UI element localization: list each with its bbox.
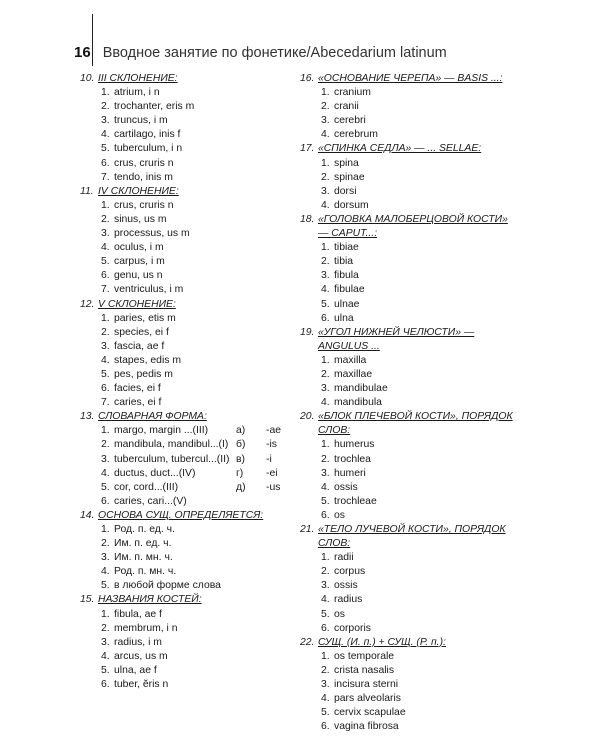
option-number: 4. [321,693,330,705]
answer-option [300,100,520,114]
answer-option [80,622,298,636]
answer-option [300,298,520,312]
option-text: cerebrum [334,129,378,141]
page-number: 16 [74,44,91,61]
question-number: 10. [80,73,95,84]
answer-option [80,283,298,297]
option-text: Им. п. ед. ч. [114,538,172,550]
question-text: ОСНОВА СУЩ. ОПРЕДЕЛЯЕТСЯ: [98,509,264,521]
option-number: 6. [101,679,110,691]
answer-option [80,467,298,481]
option-text: radii [334,552,354,564]
question-block [300,636,520,735]
match-ending: -ae [266,425,282,437]
answer-option [300,199,520,213]
answer-option [80,664,298,678]
option-text: trochlea [334,453,371,465]
answer-option [80,199,298,213]
option-number: 6. [101,270,110,282]
option-number: 5. [101,481,110,493]
answer-option [80,565,298,579]
question-number: 19. [300,326,315,338]
answer-option [80,326,298,340]
question-number: 18. [300,213,315,225]
answer-option [80,171,298,185]
option-number: 4. [321,129,330,141]
option-number: 4. [321,284,330,296]
option-number: 5. [101,256,110,268]
option-text: cartilago, inis f [114,129,181,141]
option-text: sinus, us m [114,213,167,225]
option-text: cervix scapulae [334,707,406,719]
option-number: 1. [321,87,330,99]
option-text: facies, ei f [114,383,161,395]
option-text: crista nasalis [334,664,395,676]
option-number: 3. [101,636,110,648]
option-text: tibia [334,256,354,268]
option-number: 2. [321,101,330,113]
option-text: membrum, i n [114,622,178,634]
answer-option [300,467,520,481]
page-title: Вводное занятие по фонетике/Abecedarium latinum [102,45,447,61]
answer-option [300,438,520,452]
option-number: 5. [321,298,330,310]
answer-option [300,481,520,495]
option-number: 6. [321,721,330,733]
option-text: cranium [334,87,371,99]
answer-option [80,213,298,227]
question-title [300,72,520,86]
option-text: trochanter, eris m [114,101,195,113]
answer-option [300,382,520,396]
option-number: 1. [321,242,330,254]
option-number: 3. [101,552,110,564]
answer-option [80,438,298,452]
answer-option [300,608,520,622]
option-text: tuberculum, i n [114,143,183,155]
question-block [80,185,298,298]
answer-option [80,537,298,551]
option-number: 4. [101,242,110,254]
question-text: «СПИНКА СЕДЛА» — ... SELLAE: [318,143,482,155]
option-text: os [334,509,345,521]
option-text: crus, cruris n [114,199,174,211]
question-title [80,593,298,607]
question-text: «ГОЛОВКА МАЛОБЕРЦОВОЙ КОСТИ» — CAPUT...: [318,213,508,240]
option-text: cerebri [334,115,366,127]
question-text: «ОСНОВАНИЕ ЧЕРЕПА» — BASIS ...: [318,73,503,84]
option-number: 1. [101,608,110,620]
option-text: Род. п. ед. ч. [114,524,175,535]
option-number: 3. [321,467,330,479]
option-number: 6. [101,383,110,395]
answer-option [300,241,520,255]
option-number: 4. [321,199,330,211]
answer-option [80,128,298,142]
option-number: 6. [101,495,110,507]
option-text: oculus, i m [114,242,164,254]
option-number: 1. [321,552,330,564]
answer-option [80,678,298,692]
option-number: 4. [321,481,330,493]
option-text: incisura sterni [334,679,399,691]
option-number: 3. [321,679,330,691]
answer-option [300,396,520,410]
option-text: trochleae [334,495,377,507]
question-number: 20. [300,411,315,423]
option-text: os temporale [334,650,395,662]
question-block [80,72,298,185]
answer-option [300,128,520,142]
question-number: 11. [80,185,94,197]
question-title [300,142,520,156]
answer-option [80,142,298,156]
option-number: 3. [321,185,330,197]
question-title [80,410,298,424]
option-text: maxillae [334,368,373,380]
answer-option [80,354,298,368]
question-number: 22. [300,636,315,648]
answer-option [300,650,520,664]
question-text: «УГОЛ НИЖНЕЙ ЧЕЛЮСТИ» — ANGULUS ... [318,326,475,352]
option-text: os [334,608,345,620]
answer-option [300,509,520,523]
answer-option [80,227,298,241]
answer-option [80,241,298,255]
question-number: 16. [300,73,315,84]
option-number: 4. [321,397,330,409]
question-block [300,410,520,523]
option-text: processus, us m [114,228,190,240]
answer-option [80,312,298,326]
option-text: genu, us n [114,270,163,282]
option-number: 1. [321,650,330,662]
question-title [300,213,520,241]
option-text: mandibula [334,397,382,409]
question-title [80,72,298,86]
option-text: atrium, i n [114,87,160,99]
right-question-column [300,72,520,734]
option-number: 2. [101,101,110,113]
answer-option [300,593,520,607]
question-title [300,410,520,438]
option-number: 3. [321,270,330,282]
answer-option [80,551,298,565]
match-ending: -us [266,481,281,493]
answer-option [80,650,298,664]
answer-option [300,664,520,678]
option-number: 3. [101,340,110,352]
option-text: ventriculus, i m [114,284,184,296]
option-number: 4. [101,467,110,479]
question-number: 14. [80,509,95,521]
answer-option [300,114,520,128]
option-text: radius, i m [114,636,162,648]
answer-option [80,636,298,650]
option-text: margo, margin ...(III) [114,425,209,437]
option-text: ulna [334,312,354,324]
option-text: ulna, ae f [114,664,157,676]
question-number: 13. [80,411,95,423]
match-letter: г) [236,467,244,479]
option-number: 5. [101,664,110,676]
option-number: 2. [101,326,110,338]
question-number: 21. [300,524,315,535]
question-number: 17. [300,143,315,155]
answer-option [300,551,520,565]
option-text: tuber, ĕris n [114,679,169,691]
question-text: III СКЛОНЕНИЕ: [98,73,178,84]
option-number: 7. [101,171,110,183]
option-text: fascia, ae f [114,340,165,352]
answer-option [80,255,298,269]
match-ending: -i [266,453,272,465]
question-block [300,142,520,212]
match-ending: -is [266,439,277,451]
answer-option [300,706,520,720]
answer-option [80,495,298,509]
option-number: 5. [321,608,330,620]
option-number: 1. [101,312,110,324]
option-text: cranii [334,101,359,113]
question-title [300,326,520,354]
option-number: 6. [101,157,110,169]
option-number: 3. [321,383,330,395]
question-title [300,636,520,650]
answer-option [300,255,520,269]
option-text: cor, cord...(III) [114,481,179,493]
option-number: 4. [101,129,110,141]
answer-option [300,453,520,467]
option-number: 3. [101,228,110,240]
option-text: spina [334,157,359,169]
option-number: 2. [321,566,330,578]
question-block [80,410,298,509]
option-text: crus, cruris n [114,157,174,169]
option-number: 2. [321,171,330,183]
option-number: 5. [101,368,110,380]
question-number: 12. [80,298,95,310]
option-text: paries, etis m [114,312,176,324]
answer-option [80,340,298,354]
question-block [80,509,298,594]
option-number: 4. [101,354,110,366]
answer-option [80,368,298,382]
match-ending: -ei [266,467,278,479]
match-letter: д) [236,481,246,493]
answer-option [300,157,520,171]
answer-option [300,86,520,100]
option-text: fibulae [334,284,365,296]
option-text: fibula [334,270,359,282]
answer-option [80,382,298,396]
answer-option [80,424,298,438]
answer-option [80,453,298,467]
option-text: carpus, i m [114,256,165,268]
option-number: 2. [321,664,330,676]
answer-option [80,481,298,495]
option-number: 2. [101,439,110,451]
option-text: fibula, ae f [114,608,162,620]
option-text: radius [334,594,363,606]
answer-option [300,354,520,368]
option-text: mandibula, mandibul...(I) [114,439,229,451]
option-text: caries, cari...(V) [114,495,187,507]
question-title [300,523,520,551]
option-text: dorsi [334,185,357,197]
option-text: humeri [334,467,366,479]
option-text: dorsum [334,199,369,211]
option-text: pars alveolaris [334,693,401,705]
page-header [74,44,447,61]
option-number: 1. [321,354,330,366]
answer-option [300,269,520,283]
option-number: 2. [101,538,110,550]
option-number: 3. [321,115,330,127]
question-title [80,185,298,199]
option-number: 2. [321,368,330,380]
option-text: spinae [334,171,365,183]
answer-option [80,100,298,114]
option-number: 2. [321,453,330,465]
answer-option [300,622,520,636]
option-number: 1. [321,439,330,451]
question-text: V СКЛОНЕНИЕ: [98,298,176,310]
answer-option [300,579,520,593]
option-text: tibiae [334,242,359,254]
answer-option [300,565,520,579]
option-number: 1. [101,87,110,99]
option-text: vagina fibrosa [334,721,399,733]
option-text: Род. п. мн. ч. [114,566,177,578]
answer-option [300,283,520,297]
option-text: arcus, us m [114,650,168,662]
option-number: 3. [101,115,110,127]
question-text: IV СКЛОНЕНИЕ: [98,185,179,197]
answer-option [300,312,520,326]
option-number: 1. [101,524,110,535]
option-text: corpus [334,566,366,578]
answer-option [300,692,520,706]
option-number: 3. [101,453,110,465]
option-number: 2. [101,213,110,225]
option-text: tendo, inis m [114,171,173,183]
option-number: 1. [101,199,110,211]
option-text: caries, ei f [114,397,162,409]
option-text: ulnae [334,298,360,310]
left-question-column [80,72,298,692]
question-number: 15. [80,594,95,606]
answer-option [80,269,298,283]
answer-option [300,185,520,199]
option-number: 1. [321,157,330,169]
option-text: maxilla [334,354,367,366]
question-text: НАЗВАНИЯ КОСТЕЙ: [98,594,202,606]
option-text: corporis [334,622,371,634]
question-title [80,509,298,523]
answer-option [300,720,520,734]
question-block [80,593,298,692]
answer-option [80,114,298,128]
question-text: «ТЕЛО ЛУЧЕВОЙ КОСТИ», ПОРЯДОК СЛОВ: [318,524,506,550]
answer-option [300,368,520,382]
answer-option [80,86,298,100]
question-text: «БЛОК ПЛЕЧЕВОЙ КОСТИ», ПОРЯДОК СЛОВ: [318,411,513,437]
option-number: 5. [321,495,330,507]
option-text: stapes, edis m [114,354,181,366]
answer-option [80,579,298,593]
option-number: 2. [321,256,330,268]
option-text: mandibulae [334,383,388,395]
question-text: СУЩ. (И. п.) + СУЩ. (Р. п.): [318,636,446,648]
question-block [300,213,520,326]
option-number: 5. [321,707,330,719]
option-number: 4. [101,566,110,578]
option-text: tuberculum, tubercul...(II) [114,453,230,465]
question-block [80,298,298,411]
question-title [80,298,298,312]
option-text: species, ei f [114,326,169,338]
option-text: pes, pedis m [114,368,173,380]
option-text: Им. п. мн. ч. [114,552,173,564]
answer-option [80,608,298,622]
answer-option [80,157,298,171]
question-block [300,523,520,636]
answer-option [80,523,298,537]
option-text: ossis [334,580,358,592]
option-number: 3. [321,580,330,592]
answer-option [300,495,520,509]
option-number: 2. [101,622,110,634]
match-letter: в) [236,453,245,465]
option-text: ductus, duct...(IV) [114,467,196,479]
option-number: 1. [101,425,110,437]
option-number: 6. [321,622,330,634]
option-number: 5. [101,580,110,592]
option-number: 7. [101,284,110,296]
match-letter: б) [236,439,246,451]
option-number: 7. [101,397,110,409]
answer-option [300,678,520,692]
option-text: ossis [334,481,358,493]
option-text: humerus [334,439,375,451]
option-number: 4. [101,650,110,662]
question-block [300,326,520,411]
question-text: СЛОВАРНАЯ ФОРМА: [98,411,207,423]
option-number: 4. [321,594,330,606]
option-number: 6. [321,509,330,521]
answer-option [300,171,520,185]
option-text: в любой форме слова [114,580,221,592]
answer-option [80,396,298,410]
option-text: truncus, i m [114,115,168,127]
option-number: 5. [101,143,110,155]
question-block [300,72,520,142]
option-number: 6. [321,312,330,324]
match-letter: а) [236,425,246,437]
